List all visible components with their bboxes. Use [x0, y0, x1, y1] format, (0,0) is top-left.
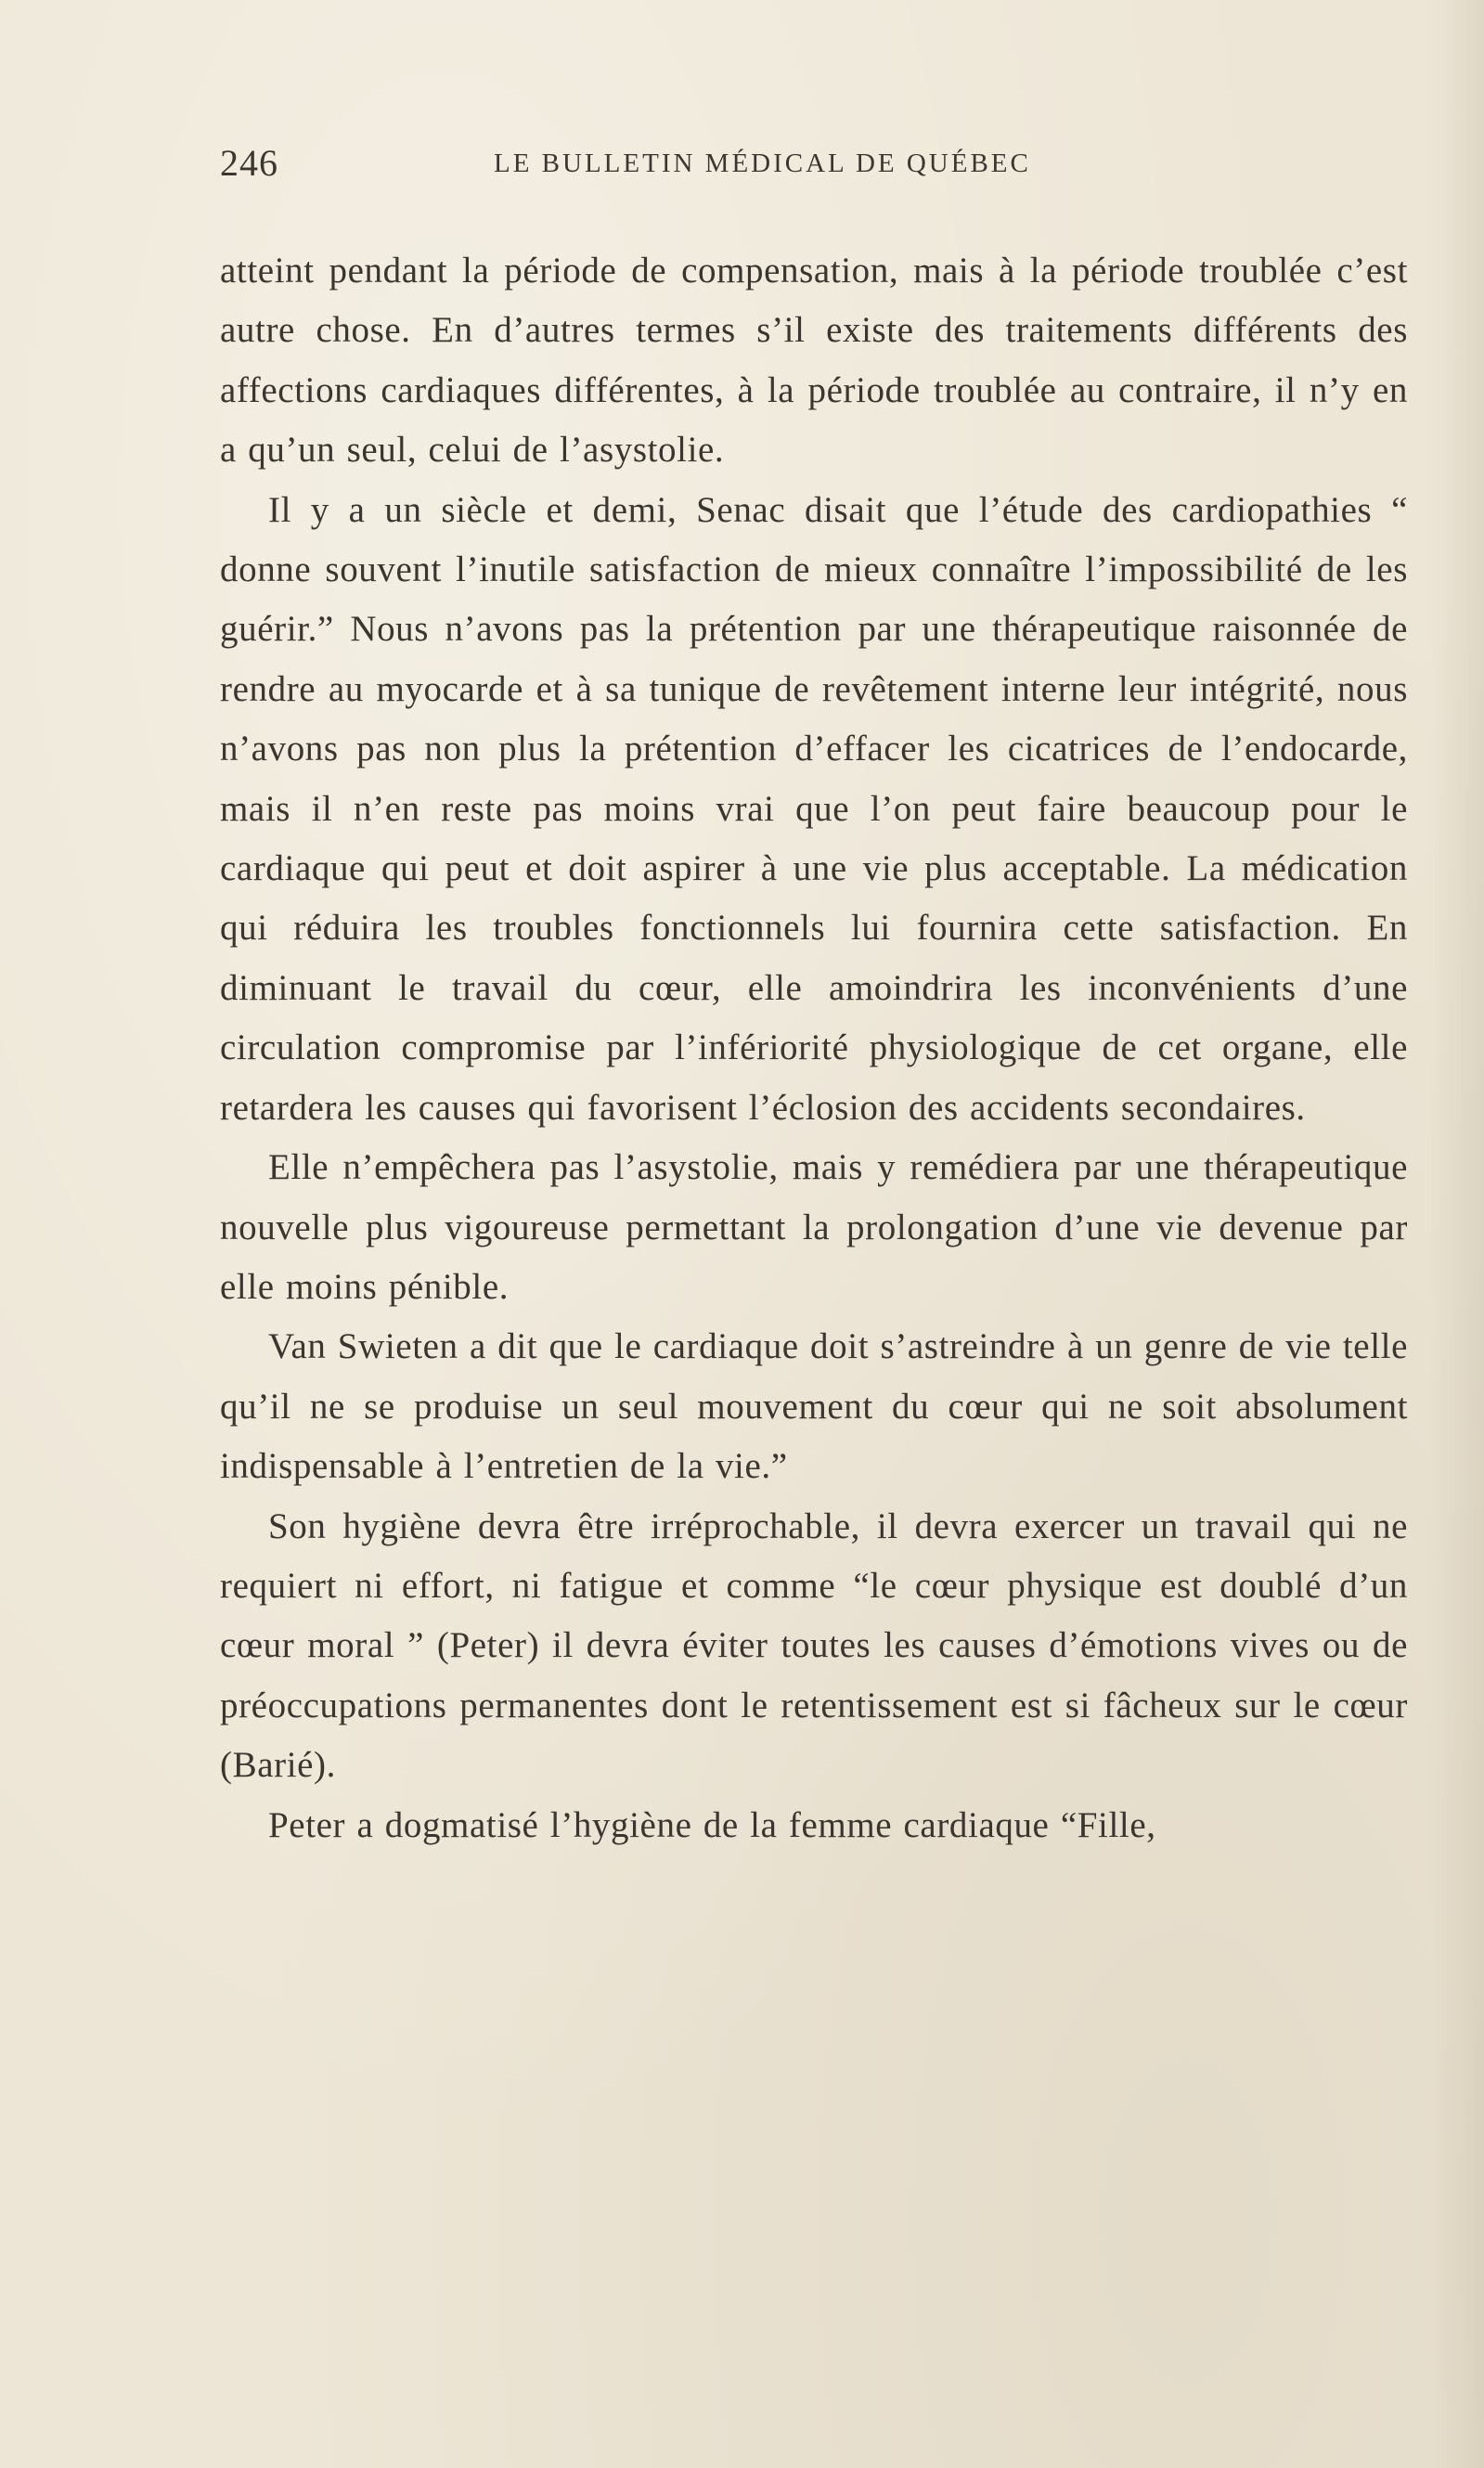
paragraph-van-swieten: Van Swieten a dit que le cardiaque doit s’astreindre à un genre de vie telle qu’il ne se produise un seul mouvement du cœur qui ne soit absolument indispensable à l’entretien de la vie.”	[220, 1326, 1408, 1487]
page-edge-shadow	[1428, 0, 1484, 2468]
paragraph-asystolie: Elle n’empêchera pas l’asystolie, mais y remédiera par une thérapeutique nouvelle plus vigoureuse permettant la prolongation d’une vie devenue par elle moins pénible.	[220, 1147, 1408, 1307]
running-head: LE BULLETIN MÉDICAL DE QUÉBEC	[494, 149, 1031, 178]
paragraph-continuation: atteint pendant la période de compensation, mais à la période troublée c’est autre chose. En d’autres termes s’il existe des traitements différents des affections cardiaques différentes, à la période troublée au contraire, il n’y en a qu’un seul, celui de l’asystolie.	[220, 251, 1408, 471]
body-text	[220, 241, 1408, 1855]
paragraph-hygiene: Son hygiène devra être irréprochable, il devra exercer un travail qui ne requiert ni effort, ni fatigue et comme “le cœur physique est doublé d’un cœur moral ” (Peter) il devra éviter toutes les causes d’émotions vives ou de préoccupations permanentes dont le retentissement est si fâcheux sur le cœur (Barié).	[220, 1505, 1408, 1786]
paragraph-peter: Peter a dogmatisé l’hygiène de la femme cardiaque “Fille,	[268, 1804, 1156, 1845]
page-header	[220, 141, 1417, 197]
page-number: 246	[220, 142, 278, 184]
paragraph-senac: Il y a un siècle et demi, Senac disait que l’étude des cardiopathies “ donne souvent l’inutile satisfaction de mieux connaître l’impossibilité de les guérir.” Nous n’avons pas la prétention par une thérapeutique raisonnée de rendre au myocarde et à sa tunique de revêtement interne leur intégrité, nous n’avons pas non plus la prétention d’effacer les cicatrices de l’endocarde, mais il n’en reste pas moins vrai que l’on peut faire beaucoup pour le cardiaque qui peut et doit aspirer à une vie plus acceptable. La médication qui réduira les troubles fonctionnels lui fournira cette satisfaction. En diminuant le travail du cœur, elle amoindrira les inconvénients d’une circulation compromise par l’infériorité physiologique de cet organe, elle retardera les causes qui favorisent l’éclosion des accidents secondaires.	[220, 489, 1408, 1128]
